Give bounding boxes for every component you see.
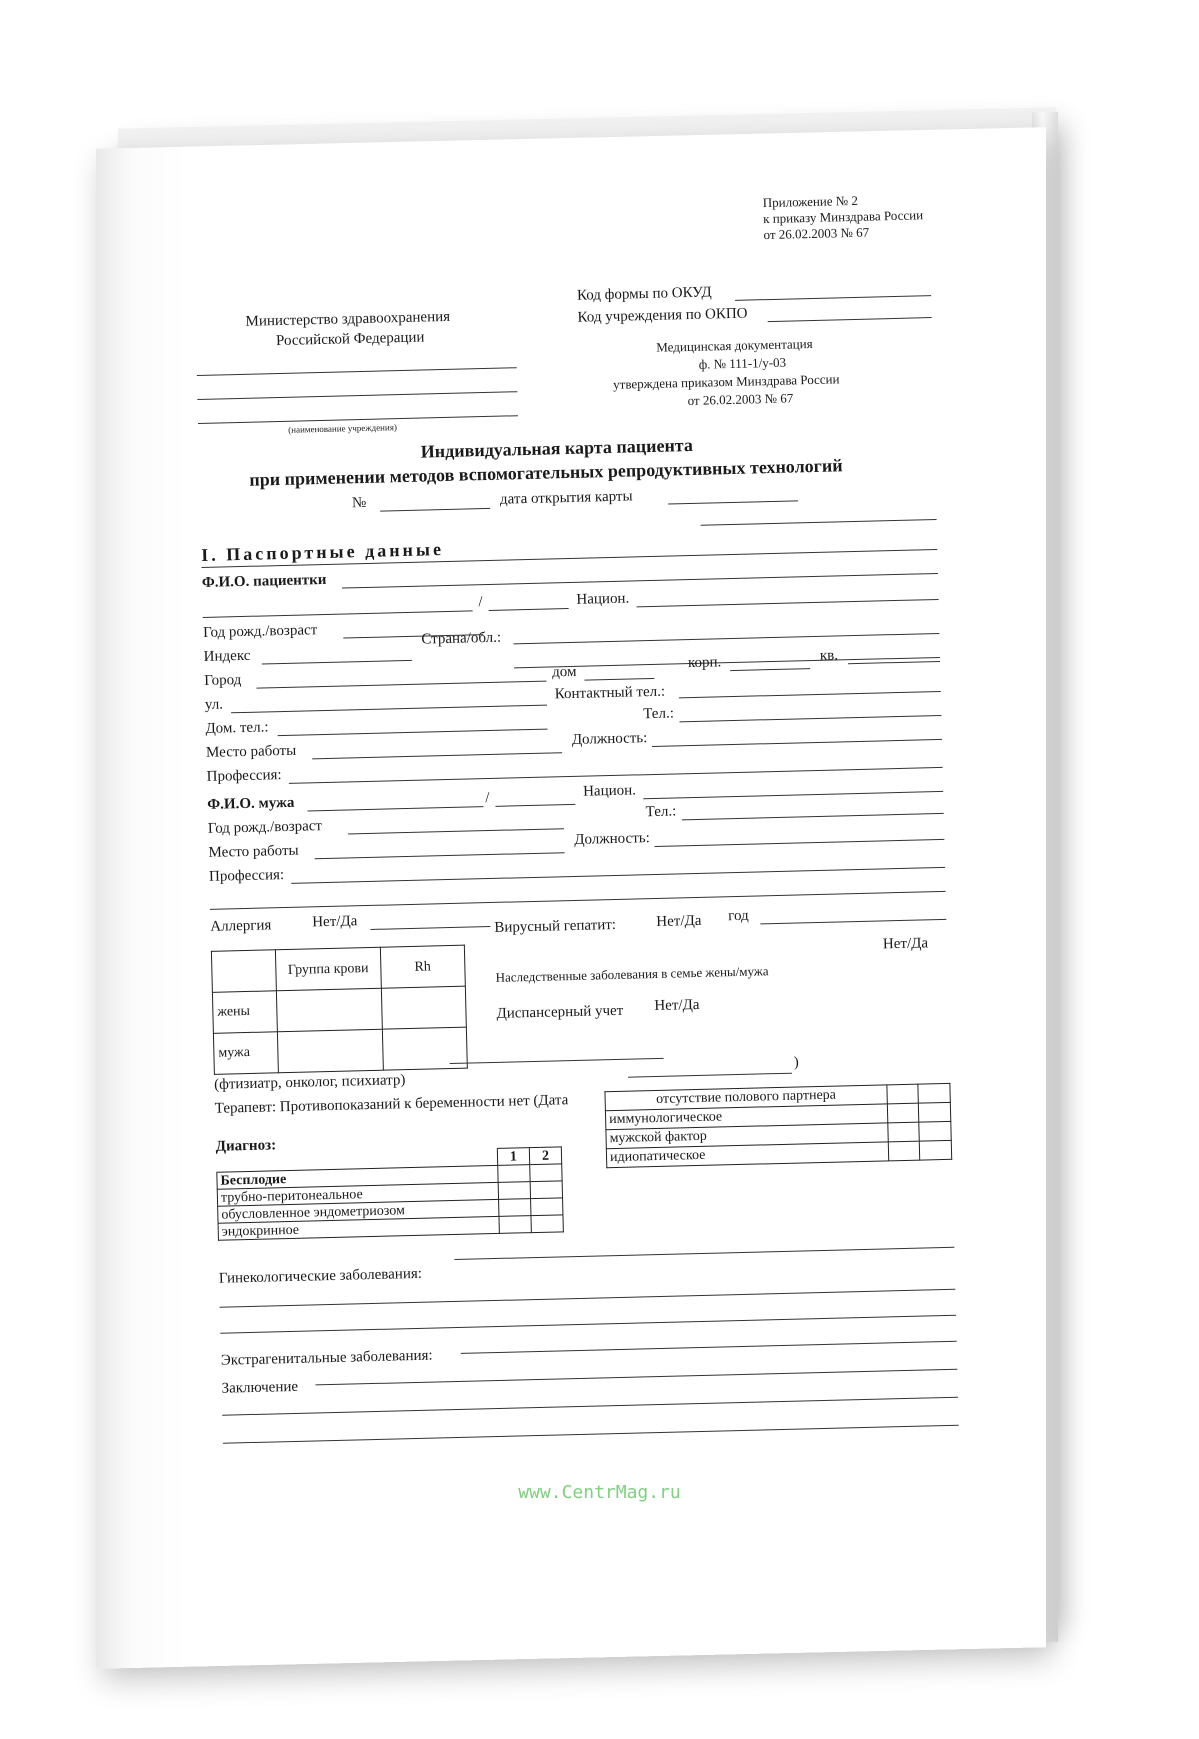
section-end-rule (210, 891, 946, 910)
street-field[interactable] (231, 705, 547, 714)
specialists-field[interactable] (450, 1058, 664, 1064)
index-field[interactable] (262, 660, 412, 665)
husband-profession-label: Профессия: (208, 867, 285, 885)
card-number-field[interactable] (380, 508, 490, 512)
husband-fio-label: Ф.И.О. мужа (207, 794, 295, 813)
diagnosis-table-left (216, 1146, 564, 1240)
institution-line-1[interactable] (197, 367, 517, 376)
city-field[interactable] (256, 681, 546, 689)
okpo-field[interactable] (768, 317, 932, 322)
meddoc-line-2: ф. № 111-1/у-03 (698, 354, 787, 372)
diagnosis-label: Диагноз: (215, 1137, 277, 1155)
gynecologic-field-1[interactable] (454, 1247, 954, 1260)
husband-fio-field-2[interactable] (495, 804, 575, 807)
hepatitis-year-field[interactable] (760, 919, 946, 925)
diagnosis-row-1: трубно-перитонеальное (217, 1182, 498, 1206)
husband-birth-age-label: Год рожд./возраст (207, 818, 323, 837)
building-field[interactable] (730, 668, 810, 671)
apt-field[interactable] (848, 661, 940, 664)
contact-tel-field[interactable] (679, 691, 941, 698)
card-date-field[interactable] (668, 500, 798, 504)
patient-nation-field[interactable] (637, 599, 939, 607)
patient-fio-field-2[interactable] (203, 610, 473, 618)
house-label: дом (552, 663, 577, 681)
blood-row-husband: мужа (213, 1032, 278, 1075)
husband-position-field[interactable] (654, 839, 944, 847)
diagnosis-right-row-1-c1[interactable] (887, 1103, 919, 1123)
hereditary-yn[interactable]: Нет/Да (882, 935, 929, 953)
okud-label: Код формы по ОКУД (576, 284, 712, 304)
husband-fio-field[interactable] (307, 806, 483, 811)
husband-nation-field[interactable] (643, 791, 943, 799)
blood-group-table (211, 945, 468, 1075)
patient-fio-field[interactable] (342, 573, 938, 589)
card-number-label: № (351, 494, 367, 512)
diagnosis-right-row-1: иммунологическое (605, 1104, 887, 1130)
patient-fio-field-3[interactable] (489, 608, 569, 611)
card-date-label: дата открытия карты (499, 488, 633, 508)
index-label: Индекс (203, 647, 251, 665)
profession-label: Профессия: (206, 767, 282, 785)
gynecologic-label: Гинекологические заболевания: (218, 1265, 423, 1287)
contact-tel-label: Контактный тел.: (554, 683, 666, 703)
patient-fio-label: Ф.И.О. пациентки (201, 571, 327, 591)
diagnosis-row-3-c2[interactable] (531, 1215, 563, 1233)
diagnosis-right-row-0-c2[interactable] (918, 1083, 950, 1103)
institution-line-2[interactable] (197, 391, 517, 400)
ministry-line-1: Министерство здравоохранения (245, 308, 451, 330)
blood-row-wife: жены (212, 991, 277, 1034)
slash-2: / (485, 790, 490, 807)
husband-tel-field[interactable] (682, 813, 944, 820)
position-label: Должность: (571, 730, 648, 748)
therapist-paren-close: ) (793, 1054, 799, 1071)
extragenital-label: Экстрагенитальные заболевания: (220, 1347, 433, 1369)
dispensary-yn[interactable]: Нет/Да (654, 996, 700, 1015)
dispensary-label: Диспансерный учет (496, 1002, 624, 1022)
slash-1: / (478, 594, 483, 611)
diagnosis-row-1-c1[interactable] (498, 1182, 530, 1200)
allergy-field[interactable] (370, 926, 490, 930)
country-label: Страна/обл.: (421, 629, 502, 648)
building-label: корп. (687, 654, 722, 672)
tel-label: Тел.: (643, 705, 675, 723)
position-field[interactable] (652, 739, 942, 747)
form-title-line-2: при применении методов вспомогательных репродуктивных технологий (249, 455, 843, 490)
watermark: www.CentrMag.ru (518, 1482, 681, 1503)
hereditary-label: Наследственные заболевания в семье жены/мужа (495, 963, 769, 985)
husband-nation-label: Национ. (582, 782, 637, 800)
meddoc-line-3: утверждена приказом Минздрава России (612, 371, 840, 392)
blood-wife-rh-cell[interactable] (381, 986, 466, 1029)
street-label: ул. (204, 696, 224, 713)
husband-tel-label: Тел.: (645, 803, 677, 821)
diagnosis-row-3-c1[interactable] (499, 1216, 531, 1234)
diagnosis-right-row-2: мужской фактор (606, 1123, 888, 1149)
form-sheet (81, 127, 1068, 1670)
diagnosis-right-row-2-c1[interactable] (888, 1122, 920, 1142)
diagnosis-row-2-c2[interactable] (530, 1198, 562, 1216)
diagnosis-col-1: 1 (497, 1148, 529, 1166)
annex-line-3: от 26.02.2003 № 67 (763, 224, 870, 243)
workplace-field[interactable] (312, 752, 562, 759)
section-heading: I. Паспортные данные (200, 539, 445, 565)
tel-field[interactable] (679, 715, 941, 722)
therapist-date-field[interactable] (628, 1073, 792, 1078)
husband-birth-age-field[interactable] (348, 828, 564, 834)
hepatitis-year-label: год (728, 907, 749, 925)
blood-wife-group-cell[interactable] (276, 988, 382, 1032)
diagnosis-right-row-3-c2[interactable] (920, 1140, 952, 1160)
home-tel-field[interactable] (278, 729, 548, 737)
therapist-label: Терапевт: Противопоказаний к беременности нет (Дата (214, 1092, 569, 1117)
diagnosis-right-row-0: отсутствие полового партнера (605, 1085, 887, 1111)
form-title-line-1: Индивидуальная карта пациента (420, 434, 694, 462)
extragenital-field[interactable] (461, 1341, 957, 1354)
blood-husband-group-cell[interactable] (277, 1029, 383, 1073)
diagnosis-row-1-c2[interactable] (530, 1181, 562, 1199)
diagnosis-row-2: обусловленное эндометриозом (218, 1199, 499, 1223)
country-field[interactable] (513, 633, 939, 644)
diagnosis-row-0-c2[interactable] (530, 1164, 562, 1182)
hepatitis-yn[interactable]: Нет/Да (656, 912, 702, 930)
diagnosis-row-3: эндокринное (218, 1216, 499, 1240)
city-label: Город (204, 672, 242, 689)
profession-field[interactable] (289, 767, 943, 784)
husband-profession-field[interactable] (291, 867, 945, 884)
birth-age-label: Год рожд./возраст (202, 622, 318, 641)
husband-workplace-label: Место работы (208, 842, 299, 861)
diagnosis-right-row-0-c1[interactable] (887, 1084, 919, 1104)
husband-workplace-field[interactable] (315, 852, 565, 859)
diagnosis-row-0: Бесплодие (217, 1165, 498, 1189)
patient-nation-label: Национ. (576, 590, 630, 608)
conclusion-field-3[interactable] (223, 1425, 959, 1444)
diagnosis-col-2: 2 (529, 1147, 561, 1165)
husband-position-label: Должность: (574, 830, 650, 848)
annex-line-2: к приказу Минздрава России (762, 207, 924, 227)
blood-header-rh: Rh (380, 945, 465, 988)
workplace-label: Место работы (205, 742, 297, 761)
hepatitis-label: Вирусный гепатит: (494, 916, 617, 936)
diagnosis-table-right (604, 1083, 952, 1168)
conclusion-label: Заключение (221, 1378, 299, 1397)
diagnosis-right-row-3-c1[interactable] (888, 1141, 920, 1161)
home-tel-label: Дом. тел.: (205, 719, 269, 737)
okpo-label: Код учреждения по ОКПО (577, 305, 748, 326)
meddoc-line-4: от 26.02.2003 № 67 (687, 390, 794, 409)
blood-corner-cell (211, 950, 276, 993)
conclusion-field-1[interactable] (316, 1369, 958, 1386)
conclusion-field-2[interactable] (222, 1397, 958, 1416)
meddoc-line-1: Медицинская документация (656, 335, 813, 355)
ministry-line-2: Российской Федерации (275, 329, 425, 350)
diagnosis-right-row-3: идиопатическое (606, 1142, 888, 1168)
header-extra-line (701, 519, 937, 526)
gynecologic-field-3[interactable] (220, 1315, 956, 1334)
blood-header-group: Группа крови (275, 947, 381, 991)
apt-label: кв. (819, 647, 839, 664)
allergy-yn[interactable]: Нет/Да (312, 913, 358, 931)
diagnosis-row-0-c1[interactable] (498, 1165, 530, 1183)
specialists-label: (фтизиатр, онколог, психиатр) (213, 1072, 406, 1093)
okud-field[interactable] (735, 295, 931, 301)
allergy-label: Аллергия (210, 917, 272, 935)
diagnosis-right-row-1-c2[interactable] (919, 1102, 951, 1122)
institution-caption: (наименование учреждения) (288, 422, 397, 435)
house-field[interactable] (584, 678, 654, 681)
annex-line-1: Приложение № 2 (762, 192, 859, 211)
diagnosis-right-row-2-c2[interactable] (919, 1121, 951, 1141)
diagnosis-row-2-c1[interactable] (498, 1199, 530, 1217)
gynecologic-field-2[interactable] (220, 1289, 956, 1308)
